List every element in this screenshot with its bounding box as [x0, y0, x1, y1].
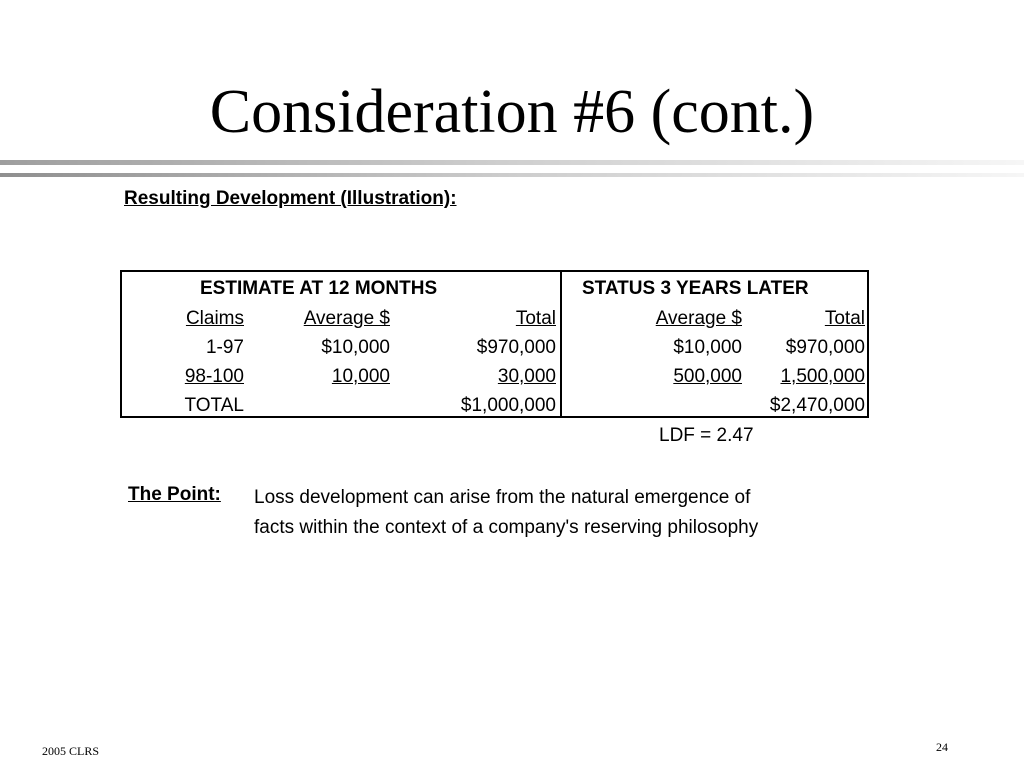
header-estimate: ESTIMATE AT 12 MONTHS: [200, 278, 438, 299]
table-cell: 98-100: [184, 366, 244, 387]
table-cell: 30,000: [497, 366, 556, 387]
table-cell: 1,500,000: [780, 366, 865, 387]
subheading: Resulting Development (Illustration):: [124, 188, 457, 209]
table-cell: $1,000,000: [460, 395, 556, 416]
title-rule-top: [0, 160, 1024, 165]
col-total-12m: Total: [515, 308, 556, 329]
point-line-1: Loss development can arise from the natural emergence of: [254, 487, 751, 508]
point-text: [254, 483, 758, 543]
table-cell: 1-97: [205, 337, 244, 358]
point-label: The Point:: [128, 484, 221, 505]
table-cell: $970,000: [476, 337, 556, 358]
title-rule-bottom: [0, 173, 1024, 177]
table-divider: [560, 270, 562, 418]
ldf-value: LDF = 2.47: [659, 425, 754, 446]
table-cell: 10,000: [331, 366, 390, 387]
col-claims: Claims: [185, 308, 244, 329]
table-cell: 500,000: [673, 366, 742, 387]
table-cell: $10,000: [673, 337, 742, 358]
slide-title: Consideration #6 (cont.): [209, 78, 815, 146]
point-line-2: facts within the context of a company's reserving philosophy: [254, 517, 759, 538]
table-cell: $10,000: [321, 337, 390, 358]
col-average-12m: Average $: [303, 308, 390, 329]
page-number: 24: [936, 740, 948, 754]
header-status: STATUS 3 YEARS LATER: [582, 278, 809, 299]
footer-copyright: 2005 CLRS: [42, 744, 100, 758]
col-total-3y: Total: [824, 308, 865, 329]
table-cell: $2,470,000: [769, 395, 865, 416]
table-cell: TOTAL: [184, 395, 244, 416]
col-average-3y: Average $: [655, 308, 742, 329]
table-cell: $970,000: [785, 337, 865, 358]
